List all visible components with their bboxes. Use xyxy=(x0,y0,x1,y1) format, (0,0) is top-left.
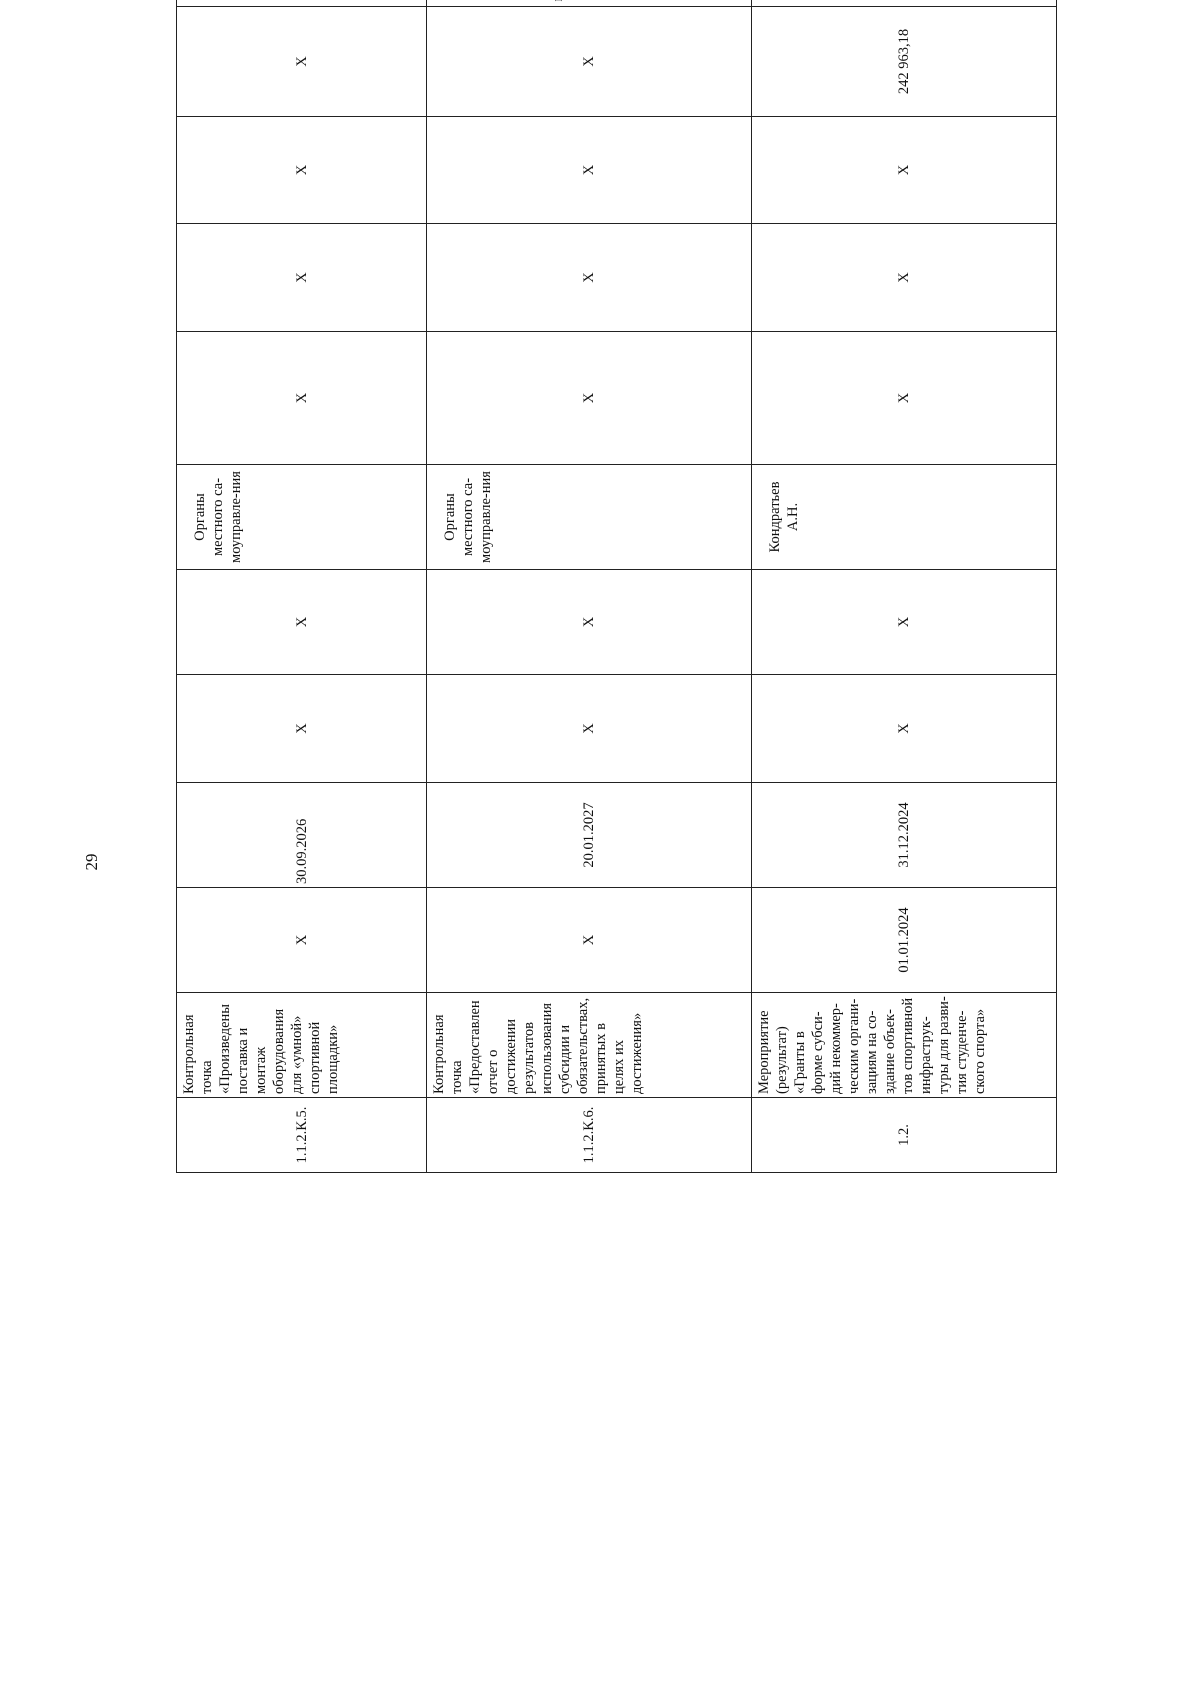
row-name: Контрольная точка «Произведены поставка и монтаж оборудования для «умной» спортивной площадки» xyxy=(177,993,427,1098)
row-document xyxy=(177,0,427,7)
row-end-date: 30.09.2026 xyxy=(177,783,427,888)
row-cell: X xyxy=(427,224,752,332)
row-cell: X xyxy=(752,224,1057,332)
row-cell: X xyxy=(427,570,752,675)
row-amount: X xyxy=(427,7,752,117)
row-name: Мероприятие (результат) «Гранты в форме субси-дий некоммер-ческим органи-зациям на со-здание объек-тов спортивной инфраструк-туры для разви-тия студенче-ского спорта» xyxy=(752,993,1057,1098)
row-start-date: X xyxy=(177,888,427,993)
row-responsible: Органы местного са-моуправле-ния xyxy=(177,465,427,570)
table-row xyxy=(427,0,752,1173)
row-end-date: 31.12.2024 xyxy=(752,783,1057,888)
row-cell: X xyxy=(427,675,752,783)
table-row xyxy=(752,0,1057,1173)
row-amount: X xyxy=(177,7,427,117)
rotated-table-wrapper xyxy=(176,28,1056,1173)
row-cell: X xyxy=(427,117,752,224)
row-amount: 242 963,18 xyxy=(752,7,1057,117)
row-end-date: 20.01.2027 xyxy=(427,783,752,888)
row-responsible: Кондратьев А.Н. xyxy=(752,465,1057,570)
row-code: 1.2. xyxy=(752,1098,1057,1173)
row-document xyxy=(752,0,1057,7)
row-responsible: Органы местного са-моуправле-ния xyxy=(427,465,752,570)
row-document xyxy=(427,0,752,7)
row-start-date: X xyxy=(427,888,752,993)
plan-table xyxy=(176,0,1057,1173)
row-start-date: 01.01.2024 xyxy=(752,888,1057,993)
row-cell: X xyxy=(177,570,427,675)
row-code: 1.1.2.К.5. xyxy=(177,1098,427,1173)
row-cell: X xyxy=(177,224,427,332)
row-cell: X xyxy=(752,570,1057,675)
row-cell: X xyxy=(177,332,427,465)
row-cell: X xyxy=(752,332,1057,465)
page-number: 29 xyxy=(82,853,101,871)
row-cell: X xyxy=(752,675,1057,783)
row-cell: X xyxy=(177,675,427,783)
row-cell: X xyxy=(427,332,752,465)
row-cell: X xyxy=(177,117,427,224)
row-cell: X xyxy=(752,117,1057,224)
table-row xyxy=(177,0,427,1173)
row-name: Контрольная точка «Предоставлен отчет о достижении результатов использования субсидии и обязательствах, принятых в целях их достижения» xyxy=(427,993,752,1098)
row-code: 1.1.2.К.6. xyxy=(427,1098,752,1173)
